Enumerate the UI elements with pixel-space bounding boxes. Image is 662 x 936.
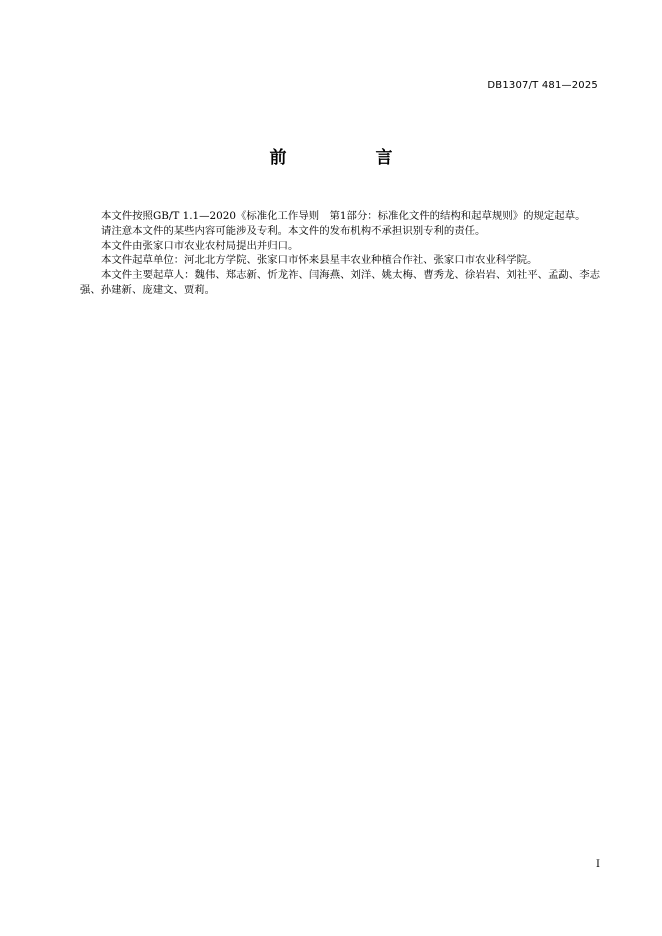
paragraph-drafting-rules: 本文件按照GB/T 1.1—2020《标准化工作导则 第1部分：标准化文件的结构和起草规则》的规定起草。: [101, 210, 586, 222]
page-number: I: [596, 859, 600, 870]
body-text: [80, 209, 600, 298]
paragraph-drafters: 本文件主要起草人：魏伟、郑志新、忻龙祚、闫海燕、刘洋、姚太梅、曹秀龙、徐岩岩、刘社平、孟勐、李志强、孙建新、庞建文、贾莉。: [80, 269, 600, 296]
document-code: DB1307/T 481—2025: [487, 80, 598, 91]
paragraph-patent-notice: 请注意本文件的某些内容可能涉及专利。本文件的发布机构不承担识别专利的责任。: [101, 224, 486, 237]
paragraph-drafting-units: 本文件起草单位：河北北方学院、张家口市怀来县星丰农业种植合作社、张家口市农业科学院。: [101, 254, 538, 267]
page-title: 前 言: [269, 148, 429, 168]
paragraph-proposer: 本文件由张家口市农业农村局提出并归口。: [101, 239, 299, 252]
